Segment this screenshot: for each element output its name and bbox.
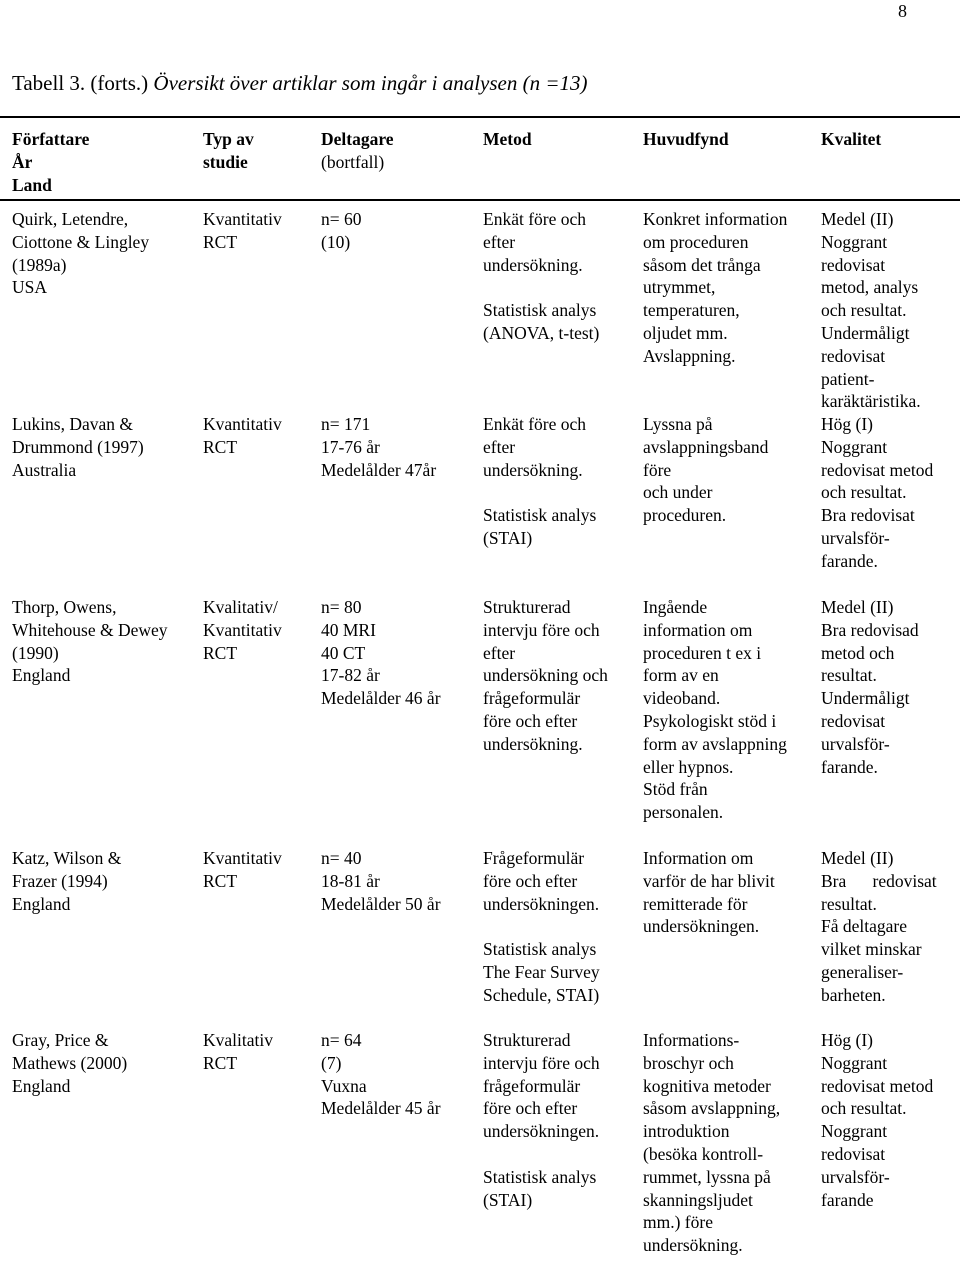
row-3-method-line: undersökning. <box>483 733 583 754</box>
header-participants-line: Deltagare <box>321 129 394 149</box>
row-5-participants-line: Medelålder 45 år <box>321 1098 441 1119</box>
row-5-method-line: Strukturerad <box>483 1030 571 1050</box>
row-3-quality-line: urvalsför- <box>821 733 890 754</box>
header-author <box>12 128 89 196</box>
row-2-participants-line: Medelålder 47år <box>321 459 437 480</box>
row-5-participants-line: (7) <box>321 1052 342 1073</box>
row-1-findings-line: om proceduren <box>643 231 749 252</box>
row-2-method-line: Enkät före och <box>483 414 587 434</box>
row-3-type-line: Kvalitativ/ <box>203 597 278 617</box>
row-3-quality-line: Medel (II) <box>821 597 894 617</box>
header-type-line: studie <box>203 151 248 172</box>
row-3-findings-line: information om <box>643 619 753 640</box>
row-3-author-line: Whitehouse & Dewey <box>12 619 168 640</box>
row-1-quality-line: Undermåligt <box>821 322 910 343</box>
row-2-quality-line: och resultat. <box>821 482 907 503</box>
row-3-findings-line: proceduren t ex i <box>643 642 762 663</box>
row-2-method-line: undersökning. <box>483 459 583 480</box>
row-5-author-line: Mathews (2000) <box>12 1052 128 1073</box>
row-5-type <box>203 1029 273 1075</box>
row-1-author-line: Quirk, Letendre, <box>12 209 129 229</box>
row-3-findings-line: eller hypnos. <box>643 756 734 777</box>
row-5-findings-line: skanningsljudet <box>643 1189 753 1210</box>
row-5-type-line: RCT <box>203 1052 238 1073</box>
row-1-method <box>483 208 599 345</box>
row-5-method-line: undersökningen. <box>483 1121 600 1142</box>
row-5-type-line: Kvalitativ <box>203 1030 273 1050</box>
row-4-author-line: Frazer (1994) <box>12 870 108 891</box>
row-5-quality-line: farande <box>821 1189 874 1210</box>
row-3-participants-line: 17-82 år <box>321 665 380 686</box>
row-1-findings <box>643 208 787 368</box>
row-2-quality <box>821 413 933 573</box>
row-2-method <box>483 413 596 550</box>
header-author-line: Författare <box>12 129 90 149</box>
row-4-method-line: The Fear Survey <box>483 961 600 982</box>
row-5-method-line: frågeformulär <box>483 1075 581 1096</box>
row-3-findings-line: Psykologiskt stöd i <box>643 710 777 731</box>
row-3-findings-line: form av en <box>643 665 719 686</box>
row-1-findings-line: Avslappning. <box>643 345 736 366</box>
row-4-quality-line: generaliser- <box>821 961 904 982</box>
row-3-author-line: (1990) <box>12 642 59 663</box>
row-2-participants-line: 17-76 år <box>321 436 380 457</box>
row-1-author-line: USA <box>12 277 48 298</box>
row-2-type-line: Kvantitativ <box>203 414 282 434</box>
header-participants-line: (bortfall) <box>321 151 385 172</box>
row-4-method-line: Frågeformulär <box>483 848 585 868</box>
row-3-quality-line: Undermåligt <box>821 688 910 709</box>
row-4-quality-line: resultat. <box>821 893 877 914</box>
row-5-findings-line: mm.) före <box>643 1212 713 1233</box>
row-3-method-line: efter <box>483 642 516 663</box>
row-1-quality-line: metod, analys <box>821 277 919 298</box>
row-3-quality-line: metod och <box>821 642 895 663</box>
row-3-quality-line: redovisat <box>821 710 886 731</box>
row-1-quality-line: redovisat <box>821 254 886 275</box>
row-5-method-line: före och efter <box>483 1098 578 1119</box>
row-3-findings-line: Stöd från <box>643 779 708 800</box>
row-1-findings-line: Konkret information <box>643 209 788 229</box>
row-5-method-line: Statistisk analys <box>483 1166 597 1187</box>
row-2-author <box>12 413 144 481</box>
row-5-participants-line: Vuxna <box>321 1075 367 1096</box>
table-top-rule <box>0 116 960 118</box>
row-4-participants-line: 18-81 år <box>321 870 380 891</box>
row-4-quality-line: Medel (II) <box>821 848 894 868</box>
row-3-quality <box>821 596 919 778</box>
row-3-type-line: Kvantitativ <box>203 619 282 640</box>
row-1-type <box>203 208 282 254</box>
row-4-type-line: Kvantitativ <box>203 848 282 868</box>
header-rule <box>0 199 960 201</box>
row-2-type-line: RCT <box>203 436 238 457</box>
row-5-author-line: Gray, Price & <box>12 1030 109 1050</box>
row-2-author-line: Lukins, Davan & <box>12 414 134 434</box>
row-4-method <box>483 847 600 1007</box>
row-3-participants-line: 40 CT <box>321 642 366 663</box>
row-5-quality-line: Hög (I) <box>821 1030 873 1050</box>
row-1-type-line: RCT <box>203 231 238 252</box>
row-1-quality-line: patient- <box>821 368 875 389</box>
row-2-quality-line: redovisat metod <box>821 459 934 480</box>
row-1-method-line: efter <box>483 231 516 252</box>
header-type-line: Typ av <box>203 129 254 149</box>
row-1-author <box>12 208 149 299</box>
row-3-quality-line: Bra redovisad <box>821 619 919 640</box>
row-1-quality-line: redovisat <box>821 345 886 366</box>
row-1-method-line: Enkät före och <box>483 209 587 229</box>
row-4-type-line: RCT <box>203 870 238 891</box>
row-4-findings-line: Information om <box>643 848 754 868</box>
row-4-type <box>203 847 282 893</box>
row-5-quality-line: redovisat metod <box>821 1075 934 1096</box>
row-3-method-line: frågeformulär <box>483 688 581 709</box>
row-5-findings-line: (besöka kontroll- <box>643 1143 764 1164</box>
row-5-findings-line: kognitiva metoder <box>643 1075 771 1096</box>
page-number: 8 <box>898 1 907 21</box>
row-5-method-line: intervju före och <box>483 1052 600 1073</box>
row-5-method-line: (STAI) <box>483 1189 533 1210</box>
row-2-participants <box>321 413 436 481</box>
row-3-quality-line: farande. <box>821 756 878 777</box>
row-4-findings-line: undersökningen. <box>643 916 760 937</box>
row-4-method-line: Statistisk analys <box>483 939 597 960</box>
row-5-quality-line: Noggrant <box>821 1121 888 1142</box>
row-3-findings-line: form av avslappning <box>643 733 787 754</box>
table-caption <box>12 70 588 96</box>
row-1-findings-line: såsom det trånga <box>643 254 761 275</box>
row-3-method <box>483 596 608 756</box>
row-3-findings-line: Ingående <box>643 597 708 617</box>
row-2-method-line: (STAI) <box>483 527 533 548</box>
row-3-quality-line: resultat. <box>821 665 877 686</box>
row-5-method <box>483 1029 600 1211</box>
row-5-author <box>12 1029 127 1097</box>
row-1-quality <box>821 208 921 413</box>
row-4-quality-line: Bra redovisat <box>821 870 937 891</box>
row-1-author-line: (1989a) <box>12 254 67 275</box>
row-3-method-line: före och efter <box>483 710 578 731</box>
row-3-participants-line: 40 MRI <box>321 619 376 640</box>
row-4-author-line: England <box>12 893 71 914</box>
row-1-method-line: Statistisk analys <box>483 300 597 321</box>
row-2-findings-line: och under <box>643 482 713 503</box>
row-1-quality-line: och resultat. <box>821 300 907 321</box>
row-3-author-line: England <box>12 665 71 686</box>
row-5-quality-line: redovisat <box>821 1143 886 1164</box>
row-5-findings <box>643 1029 780 1257</box>
row-4-participants-line: n= 40 <box>321 848 362 868</box>
row-3-method-line: intervju före och <box>483 619 600 640</box>
header-method: Metod <box>483 129 532 149</box>
row-1-participants-line: (10) <box>321 231 351 252</box>
row-5-findings-line: introduktion <box>643 1121 730 1142</box>
row-2-method-line: Statistisk analys <box>483 505 597 526</box>
row-5-findings-line: rummet, lyssna på <box>643 1166 771 1187</box>
row-1-findings-line: oljudet mm. <box>643 322 728 343</box>
header-type <box>203 128 254 174</box>
row-4-participants <box>321 847 441 915</box>
row-5-participants-line: n= 64 <box>321 1030 362 1050</box>
row-2-findings-line: avslappningsband <box>643 436 769 457</box>
row-3-participants <box>321 596 441 710</box>
row-4-author-line: Katz, Wilson & <box>12 848 122 868</box>
row-2-type <box>203 413 282 459</box>
row-1-method-line <box>483 276 599 299</box>
row-4-method-line: före och efter <box>483 870 578 891</box>
row-4-participants-line: Medelålder 50 år <box>321 893 441 914</box>
row-5-findings-line: såsom avslappning, <box>643 1098 781 1119</box>
row-4-quality-line: vilket minskar <box>821 939 922 960</box>
row-3-participants-line: n= 80 <box>321 597 362 617</box>
row-2-findings-line: proceduren. <box>643 505 727 526</box>
row-2-quality-line: Noggrant <box>821 436 888 457</box>
row-5-author-line: England <box>12 1075 71 1096</box>
row-5-quality-line: Noggrant <box>821 1052 888 1073</box>
row-2-method-line <box>483 481 596 504</box>
row-2-author-line: Australia <box>12 459 77 480</box>
row-2-author-line: Drummond (1997) <box>12 436 144 457</box>
row-4-findings-line: remitterade för <box>643 893 748 914</box>
row-1-method-line: undersökning. <box>483 254 583 275</box>
row-5-participants <box>321 1029 441 1120</box>
row-3-type <box>203 596 282 664</box>
row-2-quality-line: Hög (I) <box>821 414 873 434</box>
row-5-findings-line: broschyr och <box>643 1052 734 1073</box>
row-4-method-line <box>483 915 600 938</box>
row-2-quality-line: Bra redovisat <box>821 505 915 526</box>
row-5-quality-line: och resultat. <box>821 1098 907 1119</box>
row-1-method-line: (ANOVA, t-test) <box>483 322 600 343</box>
row-2-quality-line: urvalsför- <box>821 527 890 548</box>
header-author-line: År <box>12 151 33 172</box>
header-author-line: Land <box>12 174 52 195</box>
row-1-participants-line: n= 60 <box>321 209 362 229</box>
row-4-author <box>12 847 121 915</box>
row-2-findings-line: Lyssna på <box>643 414 713 434</box>
row-1-participants <box>321 208 362 254</box>
row-1-findings-line: utrymmet, <box>643 277 716 298</box>
row-4-quality-line: barheten. <box>821 984 886 1005</box>
row-2-findings-line: före <box>643 459 672 480</box>
row-3-participants-line: Medelålder 46 år <box>321 688 441 709</box>
header-quality: Kvalitet <box>821 129 882 149</box>
row-1-author-line: Ciottone & Lingley <box>12 231 150 252</box>
row-2-findings <box>643 413 768 527</box>
row-4-findings-line: varför de har blivit <box>643 870 775 891</box>
header-participants <box>321 128 394 174</box>
row-3-method-line: Strukturerad <box>483 597 571 617</box>
row-5-quality <box>821 1029 933 1211</box>
row-3-method-line: undersökning och <box>483 665 608 686</box>
row-3-author <box>12 596 168 687</box>
row-4-method-line: Schedule, STAI) <box>483 984 600 1005</box>
row-2-participants-line: n= 171 <box>321 414 371 434</box>
row-4-quality <box>821 847 937 1007</box>
row-3-author-line: Thorp, Owens, <box>12 597 117 617</box>
header-findings: Huvudfynd <box>643 129 729 149</box>
row-3-findings-line: videoband. <box>643 688 721 709</box>
row-4-findings <box>643 847 775 938</box>
row-5-findings-line: undersökning. <box>643 1235 743 1256</box>
caption-prefix: Tabell 3. (forts.) <box>12 71 149 95</box>
row-5-method-line <box>483 1143 600 1166</box>
row-3-findings <box>643 596 787 824</box>
row-2-method-line: efter <box>483 436 516 457</box>
row-2-quality-line: farande. <box>821 550 878 571</box>
row-1-quality-line: Noggrant <box>821 231 888 252</box>
row-3-type-line: RCT <box>203 642 238 663</box>
row-1-quality-line: Medel (II) <box>821 209 894 229</box>
caption-title: Översikt över artiklar som ingår i analysen (n =13) <box>148 71 588 95</box>
row-5-quality-line: urvalsför- <box>821 1166 890 1187</box>
row-4-quality-line: Få deltagare <box>821 916 907 937</box>
row-4-method-line: undersökningen. <box>483 893 600 914</box>
row-1-type-line: Kvantitativ <box>203 209 282 229</box>
row-3-findings-line: personalen. <box>643 802 724 823</box>
row-1-quality-line: karäktäristika. <box>821 391 921 412</box>
row-5-findings-line: Informations- <box>643 1030 740 1050</box>
row-1-findings-line: temperaturen, <box>643 300 740 321</box>
